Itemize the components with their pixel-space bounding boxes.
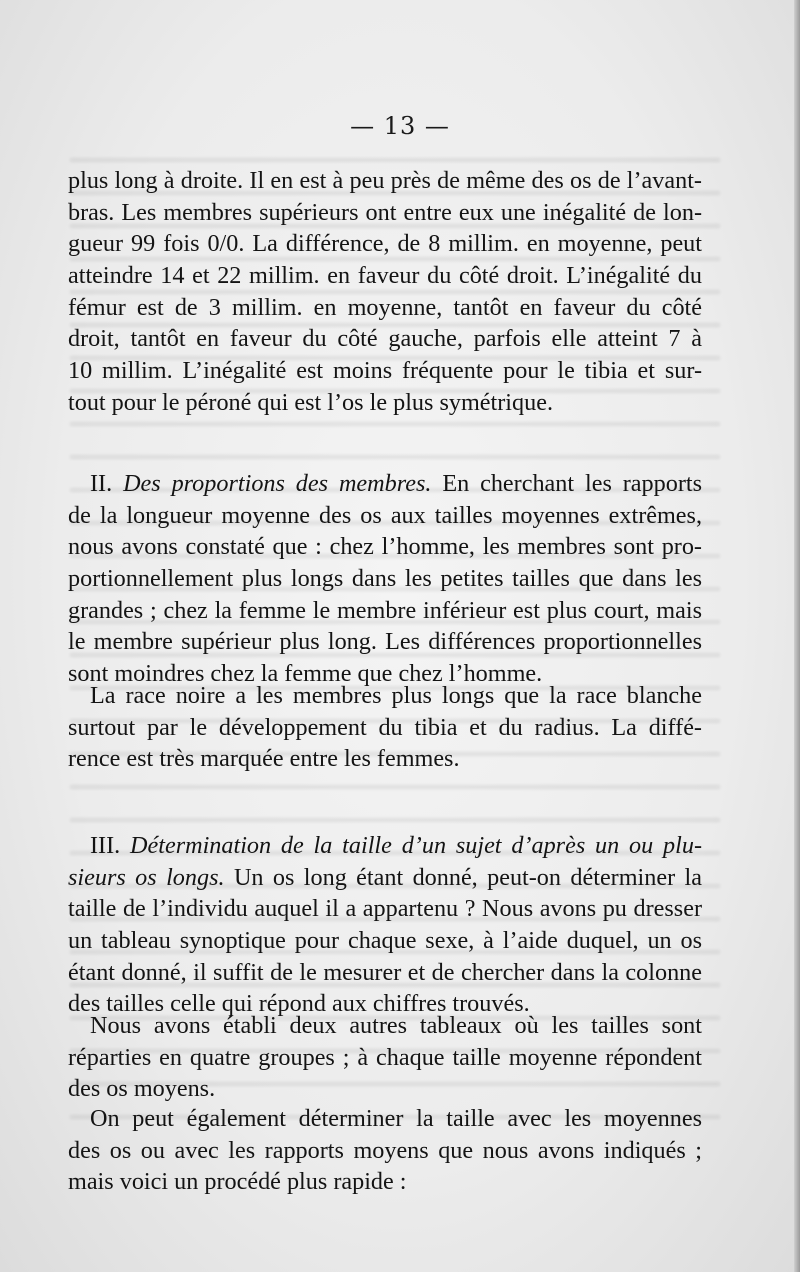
paragraph-3: [68, 680, 702, 775]
text-line: surtout par le développement du tibia et du radius. La diffé-: [68, 713, 702, 741]
text-line: 10 millim. L’inégalité est moins fréquente pour le tibia et sur-: [68, 357, 702, 385]
text-line: mais voici un procédé plus rapide :: [68, 1168, 407, 1196]
text-line: droit, tantôt en faveur du côté gauche, parfois elle atteint 7 à: [68, 325, 702, 353]
text-line: un tableau synoptique pour chaque sexe, à l’aide duquel, un os: [68, 927, 702, 955]
section-heading-line: [68, 862, 702, 894]
section-title: Détermination de la taille d’un sujet d’après un ou plu-: [130, 832, 702, 859]
section-heading-line: [68, 468, 702, 500]
text-line: de la longueur moyenne des os aux tailles moyennes extrêmes,: [68, 501, 702, 529]
section-title-continued: sieurs os longs.: [68, 863, 225, 891]
text-line: le membre supérieur plus long. Les différences proportionnelles: [68, 628, 702, 656]
text-line: La race noire a les membres plus longs que la race blanche: [90, 682, 702, 709]
text-line: On peut également déterminer la taille avec les moyennes: [90, 1105, 702, 1132]
text-line: réparties en quatre groupes ; à chaque taille moyenne répondent: [68, 1043, 702, 1071]
page-number: — 13 —: [350, 112, 450, 140]
text-line: des tailles celle qui répond aux chiffres trouvés.: [68, 990, 530, 1018]
text-line: tout pour le péroné qui est l’os le plus symétrique.: [68, 388, 554, 416]
text-line: nous avons constaté que : chez l’homme, les membres sont pro-: [68, 533, 702, 561]
section-title: Des proportions des membres.: [123, 470, 432, 497]
text-line: gueur 99 fois 0/0. La différence, de 8 millim. en moyenne, peut: [68, 230, 702, 258]
text-span: En cherchant les rapports: [442, 470, 703, 497]
text-line: bras. Les membres supérieurs ont entre eux une inégalité de lon-: [68, 198, 702, 226]
text-line: taille de l’individu auquel il a appartenu ? Nous avons pu dresser: [68, 895, 702, 923]
text-line: des os ou avec les rapports moyens que nous avons indiqués ;: [68, 1136, 702, 1164]
text-span: Un os long étant donné, peut-on déterminer la: [233, 863, 702, 891]
text-line: rence est très marquée entre les femmes.: [68, 745, 460, 773]
section-iii-paragraph: [68, 830, 702, 1020]
page-edge: [794, 0, 800, 1272]
section-number: II.: [90, 470, 113, 497]
text-line: Nous avons établi deux autres tableaux où les tailles sont: [90, 1012, 702, 1039]
text-line: des os moyens.: [68, 1075, 216, 1103]
text-line: sont moindres chez la femme que chez l’homme.: [68, 660, 543, 688]
paragraph-5: [68, 1010, 702, 1105]
paragraph-1: [68, 165, 702, 419]
section-ii-paragraph: [68, 468, 702, 690]
text-line: plus long à droite. Il en est à peu près de même des os de l’avant-: [68, 167, 702, 194]
text-line: fémur est de 3 millim. en moyenne, tantôt en faveur du côté: [68, 293, 702, 321]
text-line: atteindre 14 et 22 millim. en faveur du côté droit. L’inégalité du: [68, 262, 702, 290]
text-line: grandes ; chez la femme le membre inférieur est plus court, mais: [68, 596, 702, 624]
section-heading-line: [68, 830, 702, 862]
text-line: étant donné, il suffit de le mesurer et de chercher dans la colonne: [68, 958, 702, 986]
text-line: portionnellement plus longs dans les petites tailles que dans les: [68, 565, 702, 593]
paragraph-6: [68, 1103, 702, 1198]
section-number: III.: [90, 832, 121, 859]
